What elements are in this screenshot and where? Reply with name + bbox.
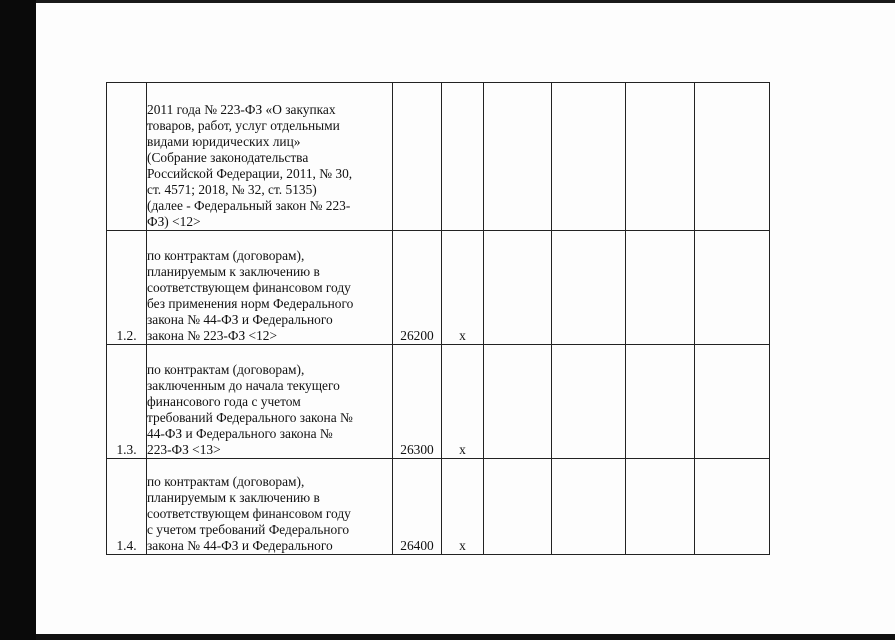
description-line: (Собрание законодательства: [147, 150, 309, 165]
row-number: 1.4.: [107, 459, 147, 555]
row-mark: [442, 83, 484, 231]
description-line: товаров, работ, услуг отдельными: [147, 118, 340, 133]
empty-cell: [552, 459, 626, 555]
empty-cell: [695, 345, 770, 459]
empty-cell: [552, 345, 626, 459]
empty-cell: [626, 231, 695, 345]
description-line: финансового года с учетом: [147, 394, 301, 409]
empty-cell: [552, 231, 626, 345]
description-line: по контрактам (договорам),: [147, 362, 305, 377]
table-row: [107, 83, 770, 231]
description-line: 44-ФЗ и Федерального закона №: [147, 426, 333, 441]
scan-border-left: [0, 0, 36, 640]
table-row: [107, 345, 770, 459]
row-code: 26400: [393, 459, 442, 555]
description-line: ФЗ) <12>: [147, 214, 201, 229]
description-line: закона № 44-ФЗ и Федерального: [147, 538, 333, 553]
empty-cell: [484, 345, 552, 459]
table-row: [107, 231, 770, 345]
empty-cell: [552, 83, 626, 231]
row-mark: x: [442, 345, 484, 459]
description-line: 223-ФЗ <13>: [147, 442, 221, 457]
row-description: [147, 83, 393, 231]
empty-cell: [626, 83, 695, 231]
row-number: 1.3.: [107, 345, 147, 459]
description-line: планируемым к заключению в: [147, 264, 320, 279]
row-description: [147, 459, 393, 555]
description-line: заключенным до начала текущего: [147, 378, 340, 393]
description-line: требований Федерального закона №: [147, 410, 353, 425]
description-line: по контрактам (договорам),: [147, 474, 305, 489]
empty-cell: [695, 231, 770, 345]
row-number: 1.2.: [107, 231, 147, 345]
empty-cell: [484, 83, 552, 231]
description-line: ст. 4571; 2018, № 32, ст. 5135): [147, 182, 317, 197]
empty-cell: [695, 83, 770, 231]
data-table: [106, 82, 770, 555]
description-line: закона № 44-ФЗ и Федерального: [147, 312, 333, 327]
empty-cell: [484, 459, 552, 555]
description-line: видами юридических лиц»: [147, 134, 301, 149]
description-line: по контрактам (договорам),: [147, 248, 305, 263]
document-page: [36, 3, 895, 634]
empty-cell: [626, 459, 695, 555]
description-line: (далее - Федеральный закон № 223-: [147, 198, 351, 213]
description-line: 2011 года № 223-ФЗ «О закупках: [147, 102, 336, 117]
row-number: [107, 83, 147, 231]
row-code: [393, 83, 442, 231]
description-line: планируемым к заключению в: [147, 490, 320, 505]
empty-cell: [484, 231, 552, 345]
description-line: с учетом требований Федерального: [147, 522, 350, 537]
description-line: Российской Федерации, 2011, № 30,: [147, 166, 353, 181]
description-line: соответствующем финансовом году: [147, 280, 351, 295]
table-row: [107, 459, 770, 555]
row-mark: x: [442, 231, 484, 345]
row-mark: x: [442, 459, 484, 555]
empty-cell: [626, 345, 695, 459]
description-line: соответствующем финансовом году: [147, 506, 351, 521]
scan-border-bottom: [36, 634, 895, 640]
row-code: 26300: [393, 345, 442, 459]
description-line: без применения норм Федерального: [147, 296, 354, 311]
row-code: 26200: [393, 231, 442, 345]
row-description: [147, 345, 393, 459]
empty-cell: [695, 459, 770, 555]
row-description: [147, 231, 393, 345]
description-line: закона № 223-ФЗ <12>: [147, 328, 278, 343]
